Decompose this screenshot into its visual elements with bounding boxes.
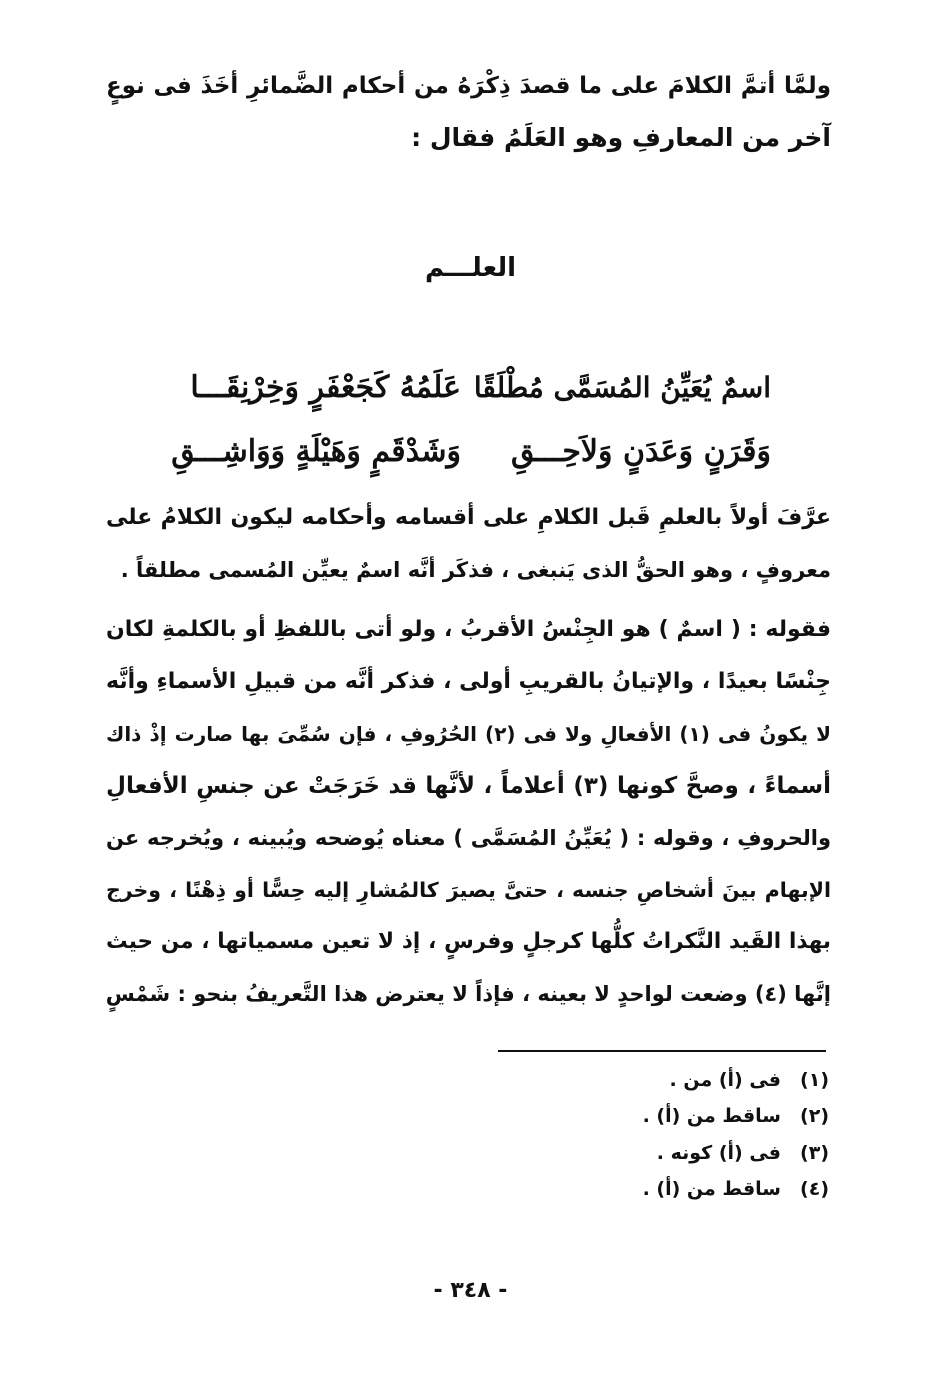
- intro-line-1: ولمَّا أتمَّ الكلامَ على ما قصدَ ذِكْرَهُ من أحكام الضَّمائرِ أخَذَ فى نوعٍ: [106, 73, 831, 99]
- intro-line-2: آخر من المعارفِ وهو العَلَمُ فقال :: [411, 123, 831, 152]
- footnote-4: [643, 1173, 829, 1205]
- paragraph1-line-1: عرَّفَ أولاً بالعلمِ قَبل الكلامِ على أقسامه وأحكامه ليكون الكلامُ على: [106, 505, 831, 530]
- footnote-3: [657, 1137, 829, 1169]
- footnote-text: ساقط من (أ) .: [642, 1178, 781, 1200]
- footnote-separator: [498, 1050, 826, 1052]
- footnote-text: ساقط من (أ) .: [642, 1105, 781, 1127]
- paragraph2-line-6: الإبهام بينَ أشخاصِ جنسه ، حتىَّ يصيرَ كالمُشارِ إليه حِسًّا أو ذِهْنًا ، وخرج: [106, 878, 831, 902]
- footnote-text: فى (أ) كونه .: [656, 1142, 781, 1164]
- paragraph2-line-7: بهذا القَيد النَّكراتُ كلُّها كرجلٍ وفرسٍ ، إذ لا تعين مسمياتها ، من حيث: [106, 929, 831, 954]
- section-heading: العلـــم: [424, 253, 516, 283]
- footnote-text: فى (أ) من .: [669, 1069, 781, 1091]
- footnote-number: (١): [800, 1069, 829, 1091]
- footnote-number: (٣): [800, 1142, 829, 1164]
- verse-line-1-second-hemistich: عَلَمُهُ كَجَعْفَرٍ وَخِرْنِقَـــا: [190, 370, 461, 405]
- paragraph2-line-4: أسماءً ، وصحَّ كونها (٣) أعلاماً ، لأنَّها قد خَرَجَتْ عن جنسِ الأفعالِ: [106, 773, 831, 799]
- paragraph1-line-2: معروفٍ ، وهو الحقُّ الذى يَنبغى ، فذكَر أنَّه اسمٌ يعيِّن المُسمى مطلقاً .: [120, 558, 831, 582]
- paragraph2-line-8: إنَّها (٤) وضعت لواحدٍ لا بعينه ، فإذاً لا يعترض هذا التَّعريفُ بنحو : شَمْسٍ: [105, 982, 831, 1006]
- footnote-number: (٤): [800, 1178, 829, 1200]
- paragraph2-line-1: فقوله : ( اسمٌ ) هو الجِنْسُ الأقربُ ، ولو أتى باللفظِ أو بالكلمةِ لكان: [106, 617, 831, 642]
- page-number: - ٣٤٨ -: [433, 1278, 508, 1303]
- verse-line-2-first-hemistich: وَقَرَنٍ وَعَدَنٍ وَلاَحِـــقِ: [511, 434, 771, 469]
- footnote-number: (٢): [800, 1105, 829, 1127]
- paragraph2-line-2: جِنْسًا بعيدًا ، والإتيانُ بالقريبِ أولى ، فذكر أنَّه من قبيلِ الأسماءِ وأنَّه: [106, 669, 831, 694]
- verse-line-2-second-hemistich: وَشَدْقَمٍ وَهَيْلَةٍ وَوَاشِـــقِ: [171, 434, 461, 469]
- verse-line-1-first-hemistich: اسمٌ يُعَيِّنُ المُسَمَّى مُطْلَقًا: [473, 371, 771, 404]
- paragraph2-line-3: لا يكونُ فى (١) الأفعالِ ولا فى (٢) الحُرُوفِ ، فإن سُمِّىَ بها صارت إذْ ذاك: [106, 722, 831, 746]
- paragraph2-line-5: والحروفِ ، وقوله : ( يُعَيِّنُ المُسَمَّى ) معناه يُوضحه ويُبينه ، ويُخرجه عن: [106, 826, 831, 850]
- footnote-1: [670, 1064, 829, 1096]
- footnote-2: [643, 1100, 829, 1132]
